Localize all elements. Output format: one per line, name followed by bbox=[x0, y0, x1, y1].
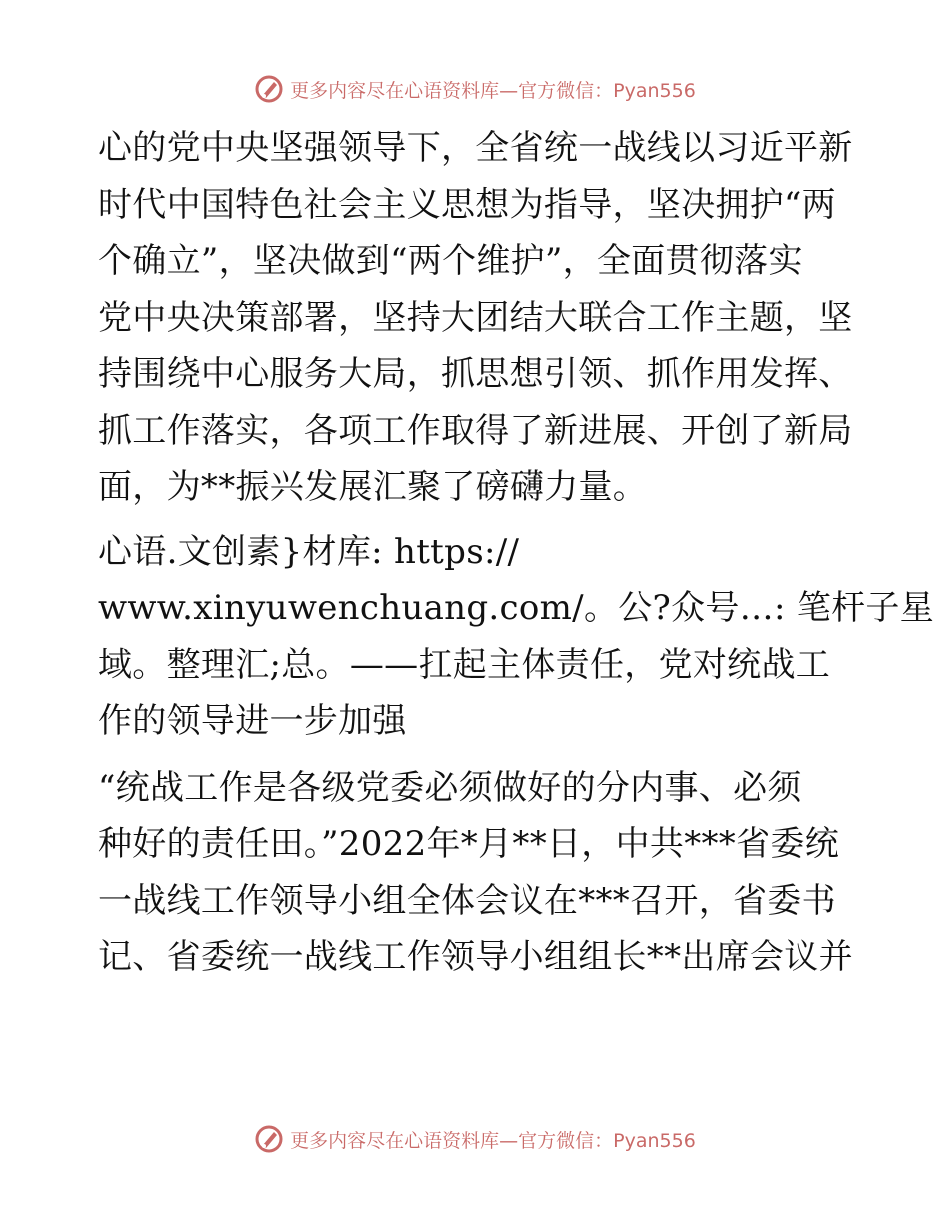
text-line: 记、省委统一战线工作领导小组组长**出席会议并 bbox=[98, 937, 853, 977]
document-body bbox=[98, 120, 935, 986]
text-line: 心的党中央坚强领导下，全省统一战线以习近平新 bbox=[98, 128, 853, 168]
watermark-text: 更多内容尽在心语资料库—官方微信：Pyan556 bbox=[290, 1129, 696, 1152]
header-watermark bbox=[0, 74, 950, 104]
footer-watermark bbox=[0, 1124, 950, 1154]
pen-logo-icon bbox=[254, 74, 284, 104]
text-line: 作的领导进一步加强 bbox=[98, 701, 407, 741]
text-line: 心语.文创素}材库: https:// bbox=[98, 531, 520, 572]
text-line: 党中央决策部署，坚持大团结大联合工作主题，坚 bbox=[98, 297, 853, 338]
paragraph-2 bbox=[98, 524, 935, 750]
text-line: 抓工作落实，各项工作取得了新进展、开创了新局 bbox=[98, 410, 853, 451]
text-line: 一战线工作领导小组全体会议在***召开，省委书 bbox=[98, 880, 836, 921]
paragraph-1 bbox=[98, 120, 858, 516]
text-line: 种好的责任田。”2022年*月**日，中共***省委统 bbox=[98, 824, 840, 864]
text-line: 个确立”，坚决做到“两个维护”，全面贯彻落实 bbox=[98, 241, 803, 281]
pen-logo-icon bbox=[254, 1124, 284, 1154]
text-line: 时代中国特色社会主义思想为指导，坚决拥护“两 bbox=[98, 184, 836, 225]
text-line: www.xinyuwenchuang.com/。公?众号…: 笔杆子星 bbox=[98, 588, 935, 628]
watermark-text: 更多内容尽在心语资料库—官方微信：Pyan556 bbox=[290, 79, 696, 102]
text-line: 持围绕中心服务大局，抓思想引领、抓作用发挥、 bbox=[98, 354, 853, 394]
paragraph-3 bbox=[98, 760, 858, 986]
text-line: 域。整理汇;总。——扛起主体责任，党对统战工 bbox=[98, 644, 831, 685]
text-line: “统战工作是各级党委必须做好的分内事、必须 bbox=[98, 767, 802, 808]
text-line: 面，为**振兴发展汇聚了磅礴力量。 bbox=[98, 467, 648, 507]
